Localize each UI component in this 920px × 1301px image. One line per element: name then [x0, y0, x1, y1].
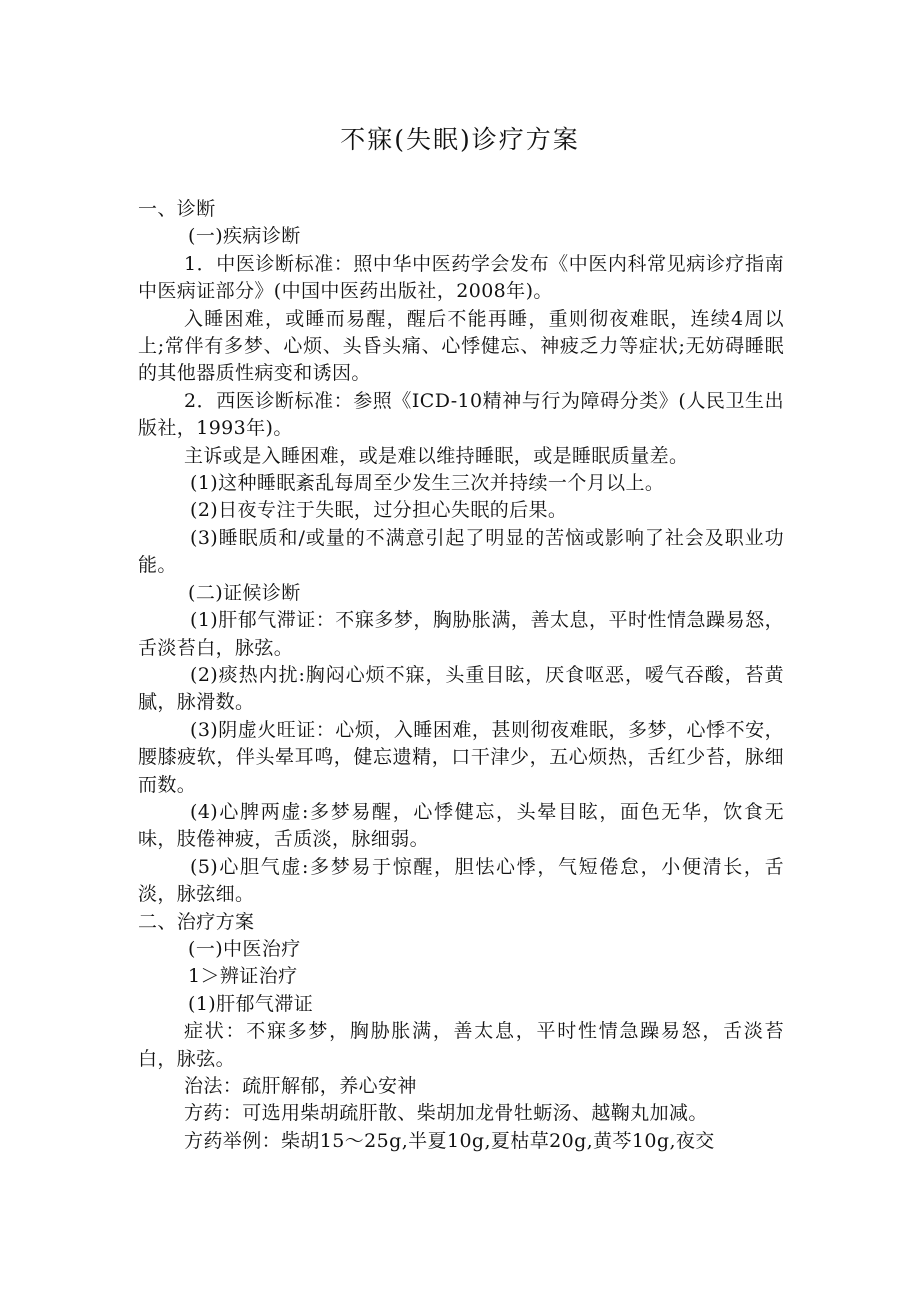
list-item-criterion-2: (2)日夜专注于失眠，过分担心失眠的后果。	[190, 499, 568, 522]
section-heading-diagnosis: 一、诊断	[138, 198, 216, 220]
subsection-heading-syndrome-diagnosis: (二)证候诊断	[188, 581, 301, 604]
list-item-syndrome-5: (5)心胆气虚:多梦易于惊醒，胆怯心悸，气短倦怠，小便清长，舌淡，脉弦细。	[138, 855, 784, 906]
list-item-criterion-1: (1)这种睡眠紊乱每周至少发生三次并持续一个月以上。	[190, 472, 665, 495]
list-item-criterion-3: (3)睡眠质和/或量的不满意引起了明显的苦恼或影响了社会及职业功能。	[138, 526, 784, 577]
paragraph-tcm-criteria: 1．中医诊断标准：照中华中医药学会发布《中医内科常见病诊疗指南中医病证部分》(中国中医药出版社，2008年)。	[138, 252, 784, 303]
paragraph-chief-complaint: 主诉或是入睡困难，或是难以维持睡眠，或是睡眠质量差。	[184, 444, 689, 467]
list-item-syndrome-4: (4)心脾两虚:多梦易醒，心悸健忘，头晕目眩，面色无华，饮食无味，肢倦神疲，舌质淡，脉细弱。	[138, 800, 784, 851]
paragraph-prescription: 方药：可选用柴胡疏肝散、柴胡加龙骨牡蛎汤、越鞠丸加减。	[184, 1102, 708, 1125]
paragraph-western-criteria: 2．西医诊断标准：参照《ICD-10精神与行为障碍分类》(人民卫生出版社，1993年)。	[138, 389, 784, 440]
list-item-syndrome-2: (2)痰热内扰:胸闷心烦不寐，头重目眩，厌食呕恶，嗳气吞酸，苔黄腻，脉滑数。	[138, 663, 784, 714]
subsection-heading-disease-diagnosis: (一)疾病诊断	[188, 225, 301, 248]
list-item-syndrome-1: (1)肝郁气滞证：不寐多梦，胸胁胀满，善太息，平时性情急躁易怒，舌淡苔白，脉弦。	[138, 609, 784, 659]
subsection-heading-tcm-treatment: (一)中医治疗	[188, 937, 301, 960]
document-title: 不寐(失眠)诊疗方案	[340, 125, 580, 154]
paragraph-treatment-method: 治法：疏肝解郁，养心安神	[184, 1075, 417, 1097]
subsection-heading-syndrome-treatment: 1＞辨证治疗	[188, 965, 298, 988]
paragraph-prescription-example: 方药举例：柴胡15〜25g,半夏10g,夏枯草20g,黄芩10g,夜交	[184, 1129, 715, 1152]
section-heading-treatment: 二、治疗方案	[138, 910, 255, 933]
paragraph-symptoms: 症状：不寐多梦，胸胁胀满，善太息，平时性情急躁易怒，舌淡苔白，脉弦。	[138, 1020, 784, 1070]
list-item-syndrome-3: (3)阴虚火旺证：心烦，入睡困难，甚则彻夜难眠，多梦，心悸不安，腰膝疲软，伴头晕耳鸣，健忘遗精，口干津少，五心烦热，舌红少苔，脉细而数。	[138, 718, 784, 796]
subsection-heading-liver-qi: (1)肝郁气滞证	[188, 992, 314, 1015]
paragraph-tcm-symptoms: 入睡困难，或睡而易醒，醒后不能再睡，重则彻夜难眠，连续4周以上;常伴有多梦、心烦、头昏头痛、心悸健忘、神疲乏力等症状;无妨碍睡眠的其他器质性病变和诱因。	[138, 307, 784, 385]
document-body	[138, 196, 784, 1155]
